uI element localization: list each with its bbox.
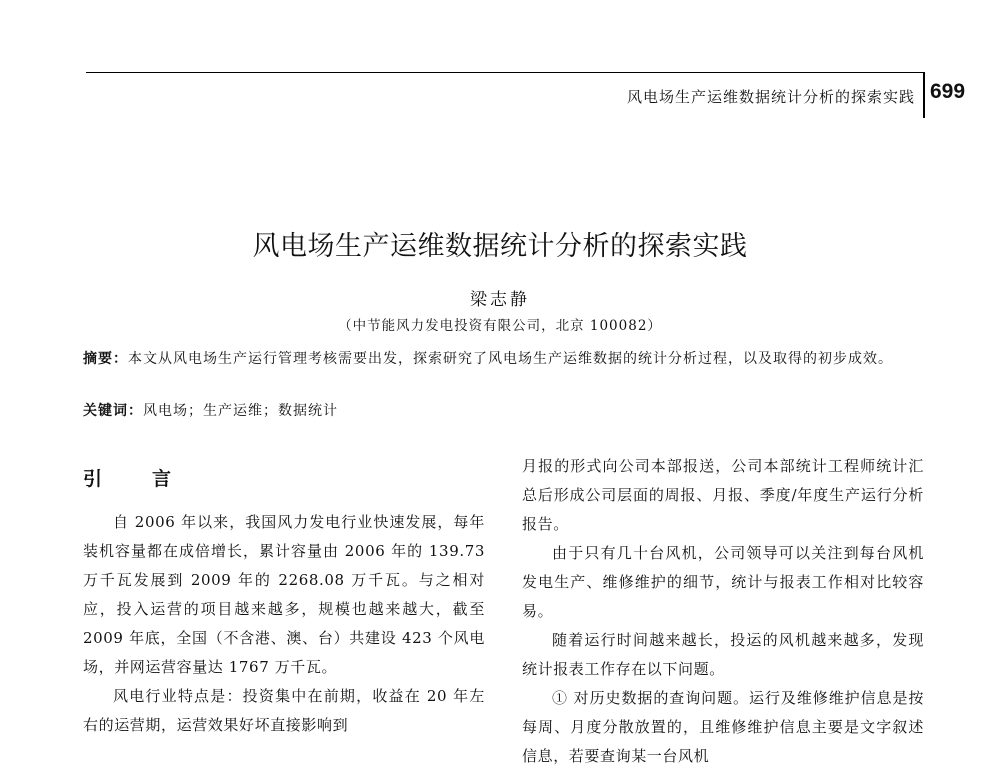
affiliation: （中节能风力发电投资有限公司，北京 100082） [338, 318, 662, 334]
right-paragraph-1: 月报的形式向公司本部报送，公司本部统计工程师统计汇总后形成公司层面的周报、月报、季度/年度生产运行分析报告。 [522, 457, 924, 533]
left-paragraph-1: 自 2006 年以来，我国风力发电行业快速发展，每年装机容量都在成倍增长，累计容量由 2006 年的 139.73 万千瓦发展到 2009 年的 2268.08 万千瓦。与之相对应，投入运营的项目越来越多，规模也越来越大，截至 2009 年底，全国（不含港、澳、台）共建设 423 个风电场，并网运营容量达 1767 万千瓦。 [83, 513, 485, 676]
section-heading-introduction [83, 464, 171, 491]
left-paragraph-2: 风电行业特点是：投资集中在前期，收益在 20 年左右的运营期，运营效果好坏直接影响到 [83, 687, 485, 734]
abstract-text: 本文从风电场生产运行管理考核需要出发，探索研究了风电场生产运维数据的统计分析过程，以及取得的初步成效。 [128, 351, 893, 367]
right-paragraph-4: ① 对历史数据的查询问题。运行及维修维护信息是按每周、月度分散放置的，且维修维护信息主要是文字叙述信息，若要查询某一台风机 [522, 689, 924, 765]
right-column [522, 452, 924, 771]
abstract-label: 摘要： [83, 351, 128, 367]
running-title: 风电场生产运维数据统计分析的探索实践 [626, 88, 915, 106]
keywords-label: 关键词： [83, 403, 143, 419]
left-column [83, 508, 485, 740]
keywords-text: 风电场；生产运维；数据统计 [143, 403, 338, 419]
article-title: 风电场生产运维数据统计分析的探索实践 [252, 231, 748, 262]
header-separator [923, 72, 925, 118]
section-heading-char2: 言 [152, 468, 172, 490]
keywords [83, 398, 921, 424]
section-heading-char1: 引 [83, 468, 103, 490]
abstract [83, 346, 921, 372]
author: 梁志静 [470, 290, 530, 310]
right-paragraph-2: 由于只有几十台风机，公司领导可以关注到每台风机发电生产、维修维护的细节，统计与报表工作相对比较容易。 [522, 544, 924, 620]
header-rule [86, 72, 924, 73]
page-number: 699 [930, 80, 966, 103]
right-paragraph-3: 随着运行时间越来越长，投运的风机越来越多，发现统计报表工作存在以下问题。 [522, 631, 924, 678]
